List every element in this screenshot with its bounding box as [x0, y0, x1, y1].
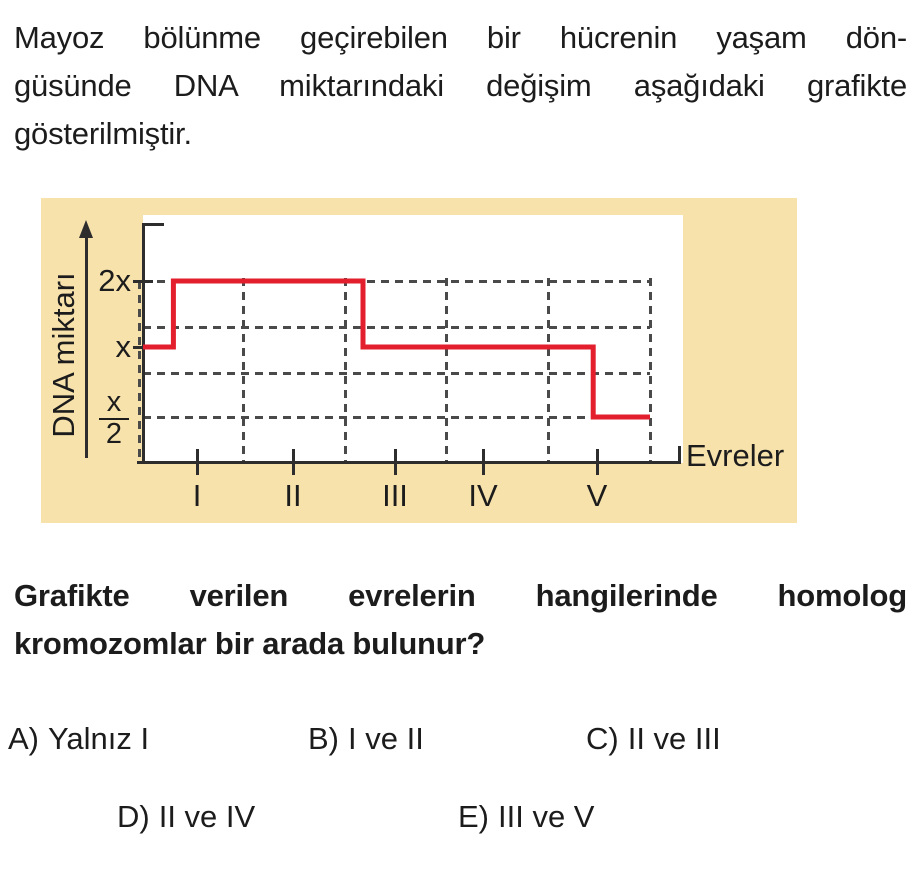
fraction-numerator: x [99, 388, 129, 420]
option-a [8, 722, 149, 756]
y-axis-title: DNA miktarı [46, 272, 81, 438]
x-label-phase-1: I [192, 478, 202, 513]
question-line-1: Grafikte verilen evrelerin hangilerinde homolog [14, 578, 907, 613]
y-label-x: x [115, 329, 131, 364]
dna-chart-panel [41, 198, 797, 523]
question-text [14, 572, 907, 668]
question-intro [14, 14, 907, 158]
option-c-text: II ve III [627, 721, 721, 756]
option-b-text: I ve II [348, 721, 424, 756]
intro-line-1: Mayoz bölünme geçirebilen bir hücrenin yaşam dön- [14, 20, 907, 55]
option-b [308, 722, 424, 756]
intro-line-2: güsünde DNA miktarındaki değişim aşağıdaki grafikte [14, 68, 907, 103]
question-line-2: kromozomlar bir arada bulunur? [14, 626, 486, 661]
option-e-label: E) [458, 799, 489, 834]
option-c [586, 722, 721, 756]
option-a-text: Yalnız I [48, 721, 150, 756]
option-b-label: B) [308, 721, 339, 756]
option-d-text: II ve IV [158, 799, 256, 834]
x-axis-title: Evreler [686, 438, 785, 473]
y-label-2x: 2x [98, 263, 131, 298]
fraction-denominator: 2 [105, 418, 123, 450]
x-label-phase-5: V [586, 478, 608, 513]
option-d [117, 800, 255, 834]
x-label-phase-3: III [382, 478, 408, 513]
option-c-label: C) [586, 721, 619, 756]
option-e [458, 800, 594, 834]
x-label-phase-4: IV [468, 478, 498, 513]
option-d-label: D) [117, 799, 150, 834]
x-label-phase-2: II [284, 478, 302, 513]
option-a-label: A) [8, 721, 39, 756]
dna-amount-line [41, 198, 797, 523]
option-e-text: III ve V [498, 799, 595, 834]
intro-line-3: gösterilmiştir. [14, 116, 192, 151]
